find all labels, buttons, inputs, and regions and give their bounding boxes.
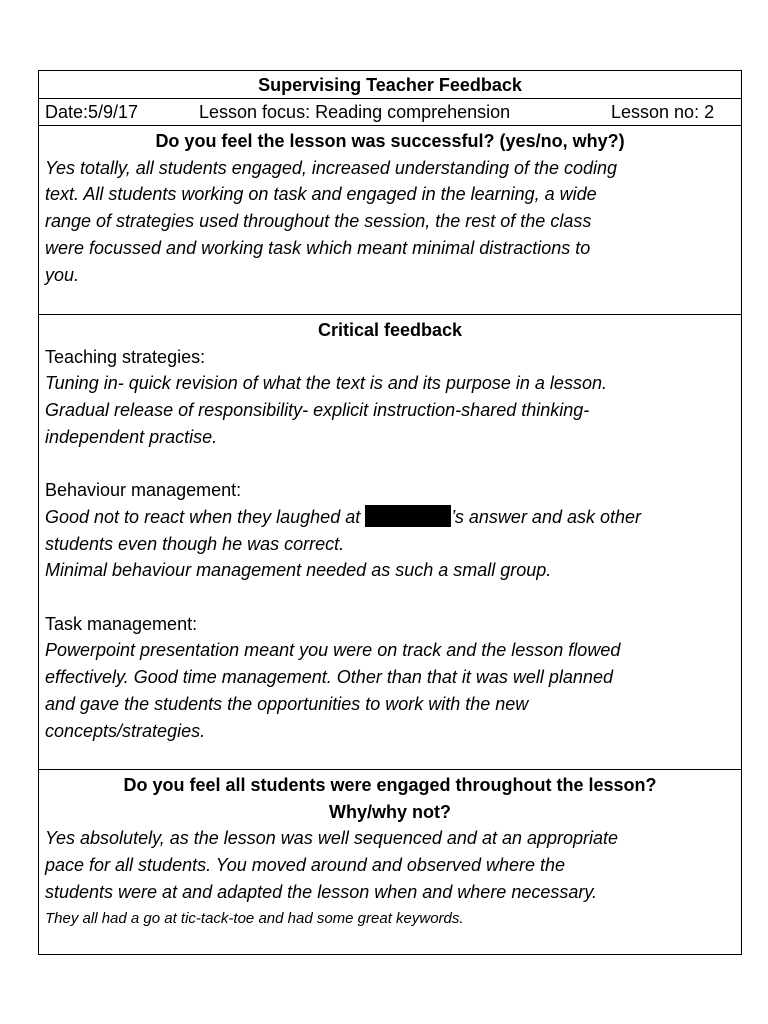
lesson-focus-field: Lesson focus: Reading comprehension	[199, 102, 511, 122]
behaviour-text-after: ’s answer and ask other	[451, 506, 642, 527]
form-title: Supervising Teacher Feedback	[39, 71, 741, 99]
behaviour-line	[45, 504, 735, 531]
engagement-section	[39, 770, 741, 954]
spacer	[45, 584, 735, 611]
teaching-strategies-label: Teaching strategies:	[45, 346, 206, 367]
task-management-label: Task management:	[45, 613, 198, 634]
engagement-answer-line: pace for all students. You moved around and observed where the	[45, 855, 566, 876]
teaching-line: Gradual release of responsibility- explicit instruction-shared thinking-	[45, 400, 590, 421]
engagement-answer-line: students were at and adapted the lesson when and where necessary.	[45, 881, 598, 902]
teaching-line: independent practise.	[45, 426, 218, 447]
success-answer-line: text. All students working on task and engaged in the learning, a wide	[45, 184, 597, 205]
success-answer-line: Yes totally, all students engaged, increased understanding of the coding	[45, 157, 618, 178]
task-line: concepts/strategies.	[45, 720, 206, 741]
engagement-answer-line: Yes absolutely, as the lesson was well sequenced and at an appropriate	[45, 828, 619, 849]
success-question: Do you feel the lesson was successful? (yes/no, why?)	[155, 131, 625, 151]
success-section	[39, 126, 741, 315]
behaviour-text-before: Good not to react when they laughed at	[45, 506, 366, 527]
engagement-question-line: Do you feel all students were engaged throughout the lesson?	[123, 775, 657, 795]
date-field: Date:5/9/17	[45, 102, 139, 122]
spacer	[45, 451, 735, 478]
task-line: Powerpoint presentation meant you were on track and the lesson flowed	[45, 640, 621, 661]
success-answer-line: range of strategies used throughout the session, the rest of the class	[45, 211, 592, 232]
engagement-question-line: Why/why not?	[329, 801, 451, 822]
behaviour-management-label: Behaviour management:	[45, 480, 242, 501]
critical-feedback-heading: Critical feedback	[317, 320, 463, 340]
task-line: and gave the students the opportunities to work with the new	[45, 693, 529, 714]
teaching-line: Tuning in- quick revision of what the text is and its purpose in a lesson.	[45, 373, 607, 394]
success-answer-line: you.	[45, 264, 80, 285]
success-answer-line: were focussed and working task which meant minimal distractions to	[45, 237, 591, 258]
critical-feedback-section	[39, 315, 741, 770]
task-line: effectively. Good time management. Other than that it was well planned	[45, 667, 613, 688]
redaction-box	[365, 505, 451, 527]
lesson-number-field: Lesson no: 2	[611, 102, 715, 122]
behaviour-line: Minimal behaviour management needed as such a small group.	[45, 560, 552, 581]
behaviour-line: students even though he was correct.	[45, 533, 345, 554]
engagement-note: They all had a go at tic-tack-toe and had some great keywords.	[45, 909, 464, 927]
feedback-form	[38, 70, 742, 955]
lesson-meta-row	[39, 99, 741, 126]
